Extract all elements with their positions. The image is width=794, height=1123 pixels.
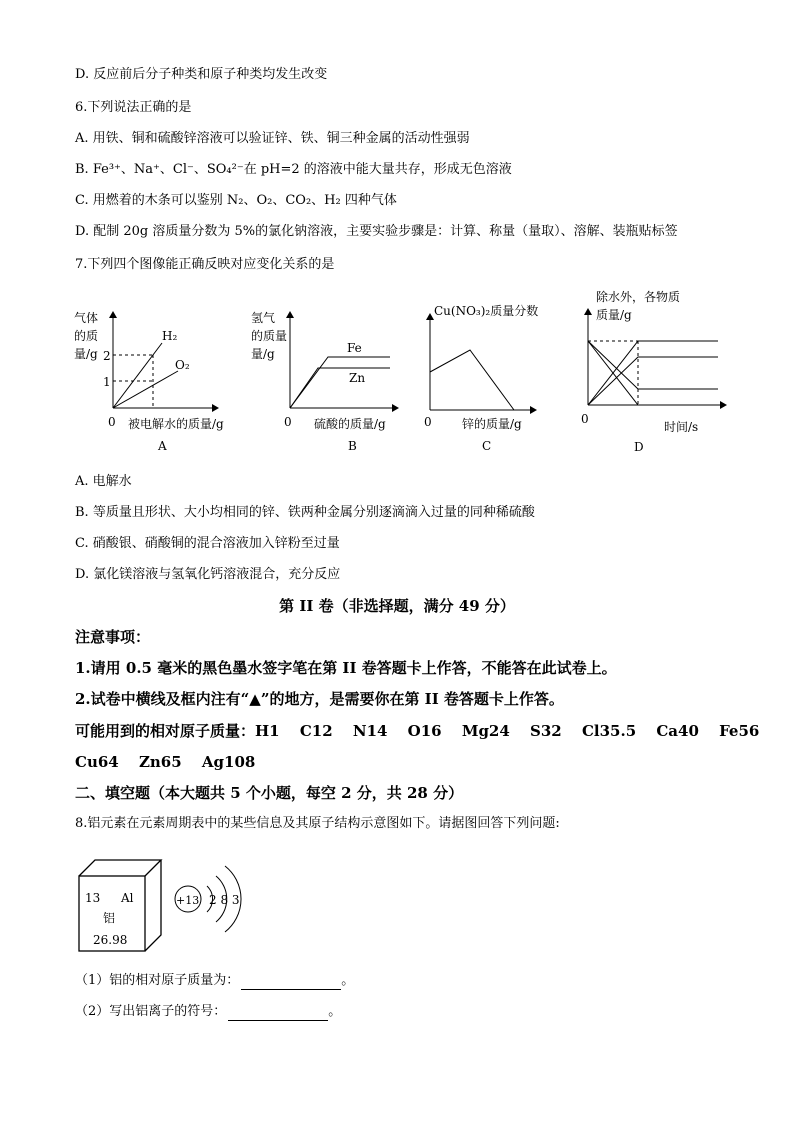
graph-a-o2-line bbox=[113, 371, 178, 408]
periodic-table-cell bbox=[79, 860, 161, 951]
q8-sub2-end: 。 bbox=[328, 1004, 342, 1019]
graph-b-ylabel-1: 氢气 bbox=[251, 311, 276, 325]
graph-a-h2-label: H₂ bbox=[162, 329, 178, 343]
q6-option-d: D. 配制 20g 溶质量分数为 5%的氯化钠溶液，主要实验步骤是：计算、称量（量取）、溶解、装瓶贴标签 bbox=[75, 224, 678, 239]
graph-d-ylabel-1: 除水外，各物质 bbox=[596, 290, 681, 304]
q6-option-b: B. Fe³⁺、Na⁺、Cl⁻、SO₄²⁻在 pH=2 的溶液中能大量共存，形成无色溶液 bbox=[75, 162, 512, 177]
notice-1: 1.请用 0.5 毫米的黑色墨水签字笔在第 II 卷答题卡上作答，不能答在此试卷上。 bbox=[75, 659, 617, 677]
shell-electrons: 2 8 3 bbox=[209, 893, 240, 907]
cell-symbol: Al bbox=[121, 891, 134, 905]
graph-d-caption: D bbox=[634, 440, 644, 454]
q8-sub1-text: （1）铝的相对原子质量为： bbox=[75, 973, 240, 988]
graph-c bbox=[418, 300, 568, 460]
part2-title: 第 II 卷（非选择题，满分 49 分） bbox=[279, 597, 515, 615]
q8-sub2 bbox=[75, 1003, 341, 1021]
graph-a-o2-label: O₂ bbox=[175, 358, 190, 372]
q8-sub1 bbox=[75, 972, 354, 990]
graph-d-line-3 bbox=[588, 341, 718, 405]
atom-structure-diagram bbox=[175, 866, 241, 932]
graph-d-ylabel-2: 质量/g bbox=[596, 308, 632, 322]
graph-a-ylabel-3: 量/g bbox=[74, 347, 98, 361]
q8-figure bbox=[75, 852, 275, 962]
cell-top bbox=[79, 860, 161, 876]
section-heading: 二、填空题（本大题共 5 个小题，每空 2 分，共 28 分） bbox=[75, 784, 464, 802]
graph-d-line-4 bbox=[588, 357, 718, 405]
graph-a-h2-line bbox=[113, 343, 162, 408]
graph-c-xlabel: 锌的质量/g bbox=[462, 417, 522, 431]
q8-stem: 8.铝元素在元素周期表中的某些信息及其原子结构示意图如下。请据图回答下列问题: bbox=[75, 816, 560, 831]
graph-d-xlabel: 时间/s bbox=[664, 420, 699, 434]
cell-atomic-number: 13 bbox=[85, 891, 101, 905]
graph-a-caption: A bbox=[158, 439, 167, 453]
graph-a-xlabel: 被电解水的质量/g bbox=[128, 417, 224, 431]
notice-heading: 注意事项： bbox=[75, 628, 151, 646]
graph-b-xlabel: 硫酸的质量/g bbox=[314, 417, 386, 431]
q8-sub2-blank[interactable] bbox=[228, 1008, 328, 1021]
graph-d-origin: 0 bbox=[581, 412, 589, 426]
q8-sub2-text: （2）写出铝离子的符号： bbox=[75, 1004, 227, 1019]
graph-a-ylabel-2: 的质 bbox=[74, 329, 99, 343]
q7-option-c: C. 硝酸银、硝酸铜的混合溶液加入锌粉至过量 bbox=[75, 536, 340, 551]
atomic-masses-line-2: Cu64 Zn65 Ag108 bbox=[75, 753, 256, 771]
graph-a-tick-1: 1 bbox=[103, 375, 111, 389]
graph-b bbox=[248, 300, 408, 460]
graph-c-caption: C bbox=[482, 439, 492, 453]
q7-option-a: A. 电解水 bbox=[75, 474, 132, 489]
graph-d-line-2 bbox=[588, 341, 718, 389]
atomic-masses-line-1: 可能用到的相对原子质量：H1 C12 N14 O16 Mg24 S32 Cl35.5 Ca40 Fe56 bbox=[75, 722, 760, 740]
q6-option-a: A. 用铁、铜和硫酸锌溶液可以验证锌、铁、铜三种金属的活动性强弱 bbox=[75, 131, 470, 146]
q6-option-c: C. 用燃着的木条可以鉴别 N₂、O₂、CO₂、H₂ 四种气体 bbox=[75, 193, 397, 208]
graph-c-origin: 0 bbox=[424, 415, 432, 429]
q7-option-b: B. 等质量且形状、大小均相同的锌、铁两种金属分别逐滴滴入过量的同种稀硫酸 bbox=[75, 505, 535, 520]
graph-a bbox=[70, 300, 250, 460]
q7-option-d: D. 氯化镁溶液与氢氧化钙溶液混合，充分反应 bbox=[75, 567, 341, 582]
q7-stem: 7.下列四个图像能正确反映对应变化关系的是 bbox=[75, 257, 335, 272]
graph-b-zn-label: Zn bbox=[349, 371, 366, 385]
graph-a-origin: 0 bbox=[108, 415, 116, 429]
graph-b-ylabel-2: 的质量 bbox=[251, 329, 288, 343]
q8-sub1-blank[interactable] bbox=[241, 977, 341, 990]
graph-c-ylabel: Cu(NO₃)₂质量分数 bbox=[434, 304, 539, 318]
graph-c-line bbox=[430, 350, 514, 410]
graph-a-ylabel-1: 气体 bbox=[74, 311, 99, 325]
q8-sub1-end: 。 bbox=[341, 973, 355, 988]
q6-stem: 6.下列说法正确的是 bbox=[75, 100, 192, 115]
q5-option-d: D. 反应前后分子种类和原子种类均发生改变 bbox=[75, 67, 328, 82]
graph-b-fe-label: Fe bbox=[347, 341, 362, 355]
graph-b-ylabel-3: 量/g bbox=[251, 347, 275, 361]
notice-2: 2.试卷中横线及框内注有“▲”的地方，是需要你在第 II 卷答题卡上作答。 bbox=[75, 690, 564, 708]
graph-b-origin: 0 bbox=[284, 415, 292, 429]
graph-d bbox=[572, 283, 732, 461]
graph-b-caption: B bbox=[348, 439, 357, 453]
graph-b-fe-line bbox=[290, 357, 390, 408]
graph-a-tick-2: 2 bbox=[103, 349, 111, 363]
cell-name: 铝 bbox=[103, 911, 116, 925]
cell-mass: 26.98 bbox=[93, 933, 128, 947]
nucleus-charge: +13 bbox=[176, 894, 200, 907]
